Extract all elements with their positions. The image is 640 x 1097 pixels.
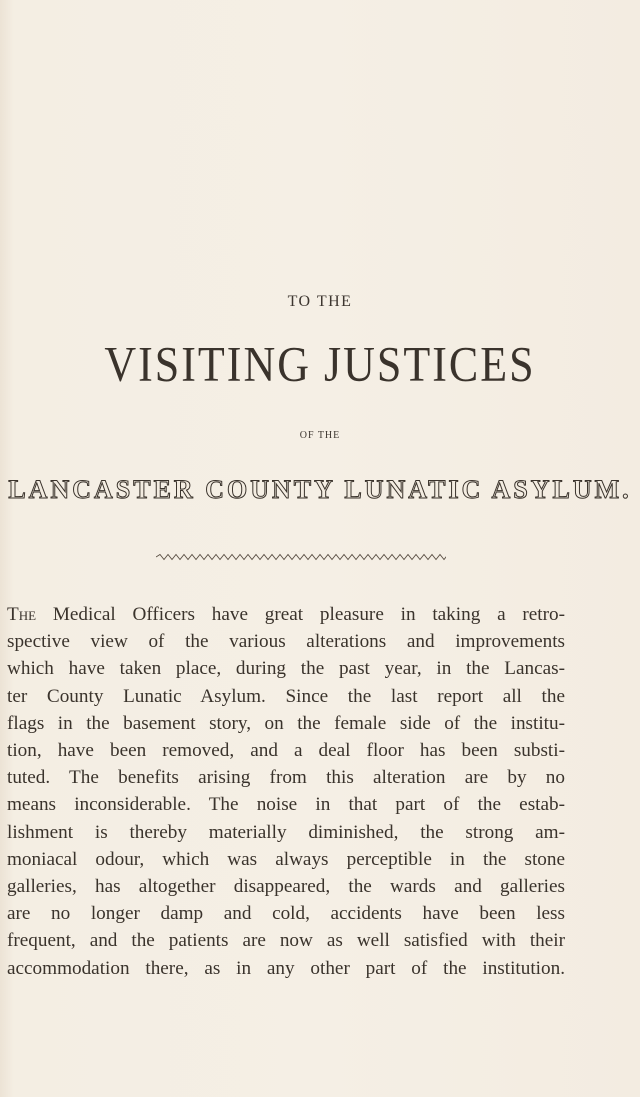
body-line-8: means inconsiderable. The noise in that part of the estab- xyxy=(7,794,565,816)
body-line-1-text: Medical Officers have great pleasure in taking a retro- xyxy=(36,604,565,625)
body-line-5: flags in the basement story, on the female side of the institu- xyxy=(7,712,565,734)
heading-visiting-justices: VISITING JUSTICES xyxy=(104,336,536,392)
body-line-11: galleries, has altogether disappeared, the wards and galleries xyxy=(7,876,565,898)
heading-of-the: OF THE xyxy=(299,430,341,441)
body-paragraph xyxy=(7,601,565,982)
body-first-word: The xyxy=(7,604,37,625)
body-line-10: moniacal odour, which was always perceptible in the stone xyxy=(7,848,565,870)
body-line-6: tion, have been removed, and a deal floor has been substi- xyxy=(7,740,565,762)
body-line-2: spective view of the various alterations and improvements xyxy=(7,631,565,653)
heading-to-the: TO THE xyxy=(287,293,353,310)
heading-asylum-name: LANCASTER COUNTY LUNATIC ASYLUM. xyxy=(8,475,632,504)
body-line-13: frequent, and the patients are now as well satisfied with their xyxy=(7,930,565,952)
body-line-1 xyxy=(7,601,565,628)
decorative-wavy-rule xyxy=(156,552,446,562)
body-line-12: are no longer damp and cold, accidents have been less xyxy=(7,903,565,925)
body-line-7: tuted. The benefits arising from this alteration are by no xyxy=(7,767,565,789)
body-line-14: accommodation there, as in any other part of the institution. xyxy=(7,957,565,979)
body-line-3: which have taken place, during the past year, in the Lancas- xyxy=(7,658,565,680)
body-line-9: lishment is thereby materially diminished, the strong am- xyxy=(7,821,565,843)
body-line-4: ter County Lunatic Asylum. Since the last report all the xyxy=(7,685,565,707)
